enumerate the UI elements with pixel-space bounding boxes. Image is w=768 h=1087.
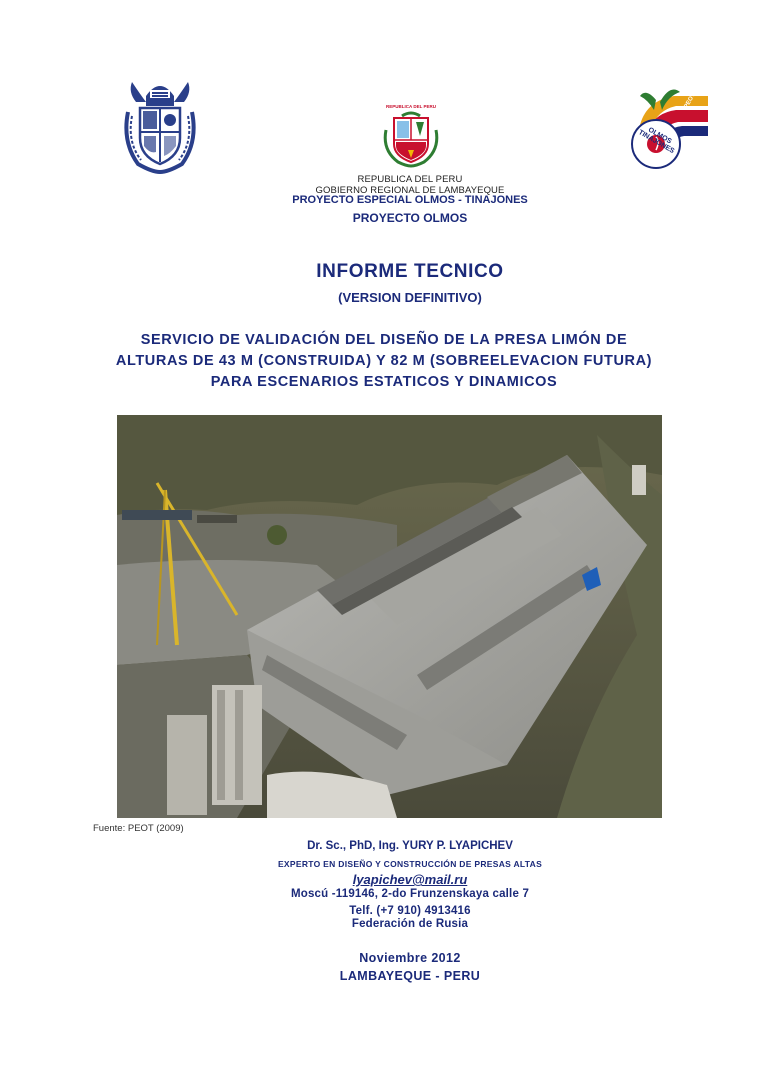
republic-heading: REPUBLICA DEL PERU bbox=[357, 174, 463, 185]
report-place: LAMBAYEQUE - PERU bbox=[339, 969, 481, 983]
coat-of-arms-icon bbox=[380, 110, 442, 168]
dam-construction-photo-icon bbox=[117, 415, 662, 818]
service-line-3: PARA ESCENARIOS ESTATICOS Y DINAMICOS bbox=[210, 374, 558, 390]
peot-logo-text: PEOT bbox=[683, 92, 697, 110]
university-seal-logo bbox=[122, 72, 198, 174]
photo-source-caption: Fuente: PEOT (2009) bbox=[93, 823, 184, 834]
report-date: Noviembre 2012 bbox=[359, 951, 461, 965]
report-title: INFORME TECNICO bbox=[316, 261, 504, 282]
author-name: Dr. Sc., PhD, Ing. YURY P. LYAPICHEV bbox=[307, 840, 513, 852]
special-project-heading: PROYECTO ESPECIAL OLMOS - TINAJONES bbox=[292, 194, 528, 206]
service-line-2: ALTURAS DE 43 M (CONSTRUIDA) Y 82 M (SOBREELEVACION FUTURA) bbox=[115, 353, 653, 369]
service-line-1: SERVICIO DE VALIDACIÓN DEL DISEÑO DE LA PRESA LIMÓN DE bbox=[140, 332, 628, 348]
author-country: Federación de Rusia bbox=[351, 918, 469, 930]
author-email-link[interactable]: lyapichev@mail.ru bbox=[352, 872, 468, 887]
seal-shield-icon bbox=[122, 72, 198, 174]
government-heading: GOBIERNO REGIONAL DE LAMBAYEQUE bbox=[315, 185, 505, 196]
author-role: EXPERTO EN DISEÑO Y CONSTRUCCIÓN DE PRESAS ALTAS bbox=[277, 859, 543, 869]
author-address: Moscú -119146, 2-do Frunzenskaya calle 7 bbox=[290, 888, 530, 900]
author-phone: Telf. (+7 910) 4913416 bbox=[349, 905, 471, 917]
report-version: (VERSION DEFINITIVO) bbox=[338, 290, 482, 305]
service-description bbox=[0, 330, 768, 393]
dam-photo bbox=[117, 415, 662, 818]
olmos-tinajones-logo bbox=[626, 82, 712, 178]
peru-coat-of-arms-logo bbox=[380, 104, 442, 168]
project-heading: PROYECTO OLMOS bbox=[352, 211, 468, 225]
coat-of-arms-caption: REPUBLICA DEL PERU bbox=[385, 104, 436, 109]
olmos-tinajones-logo-text: OLMOS TINAJONES bbox=[637, 126, 676, 156]
